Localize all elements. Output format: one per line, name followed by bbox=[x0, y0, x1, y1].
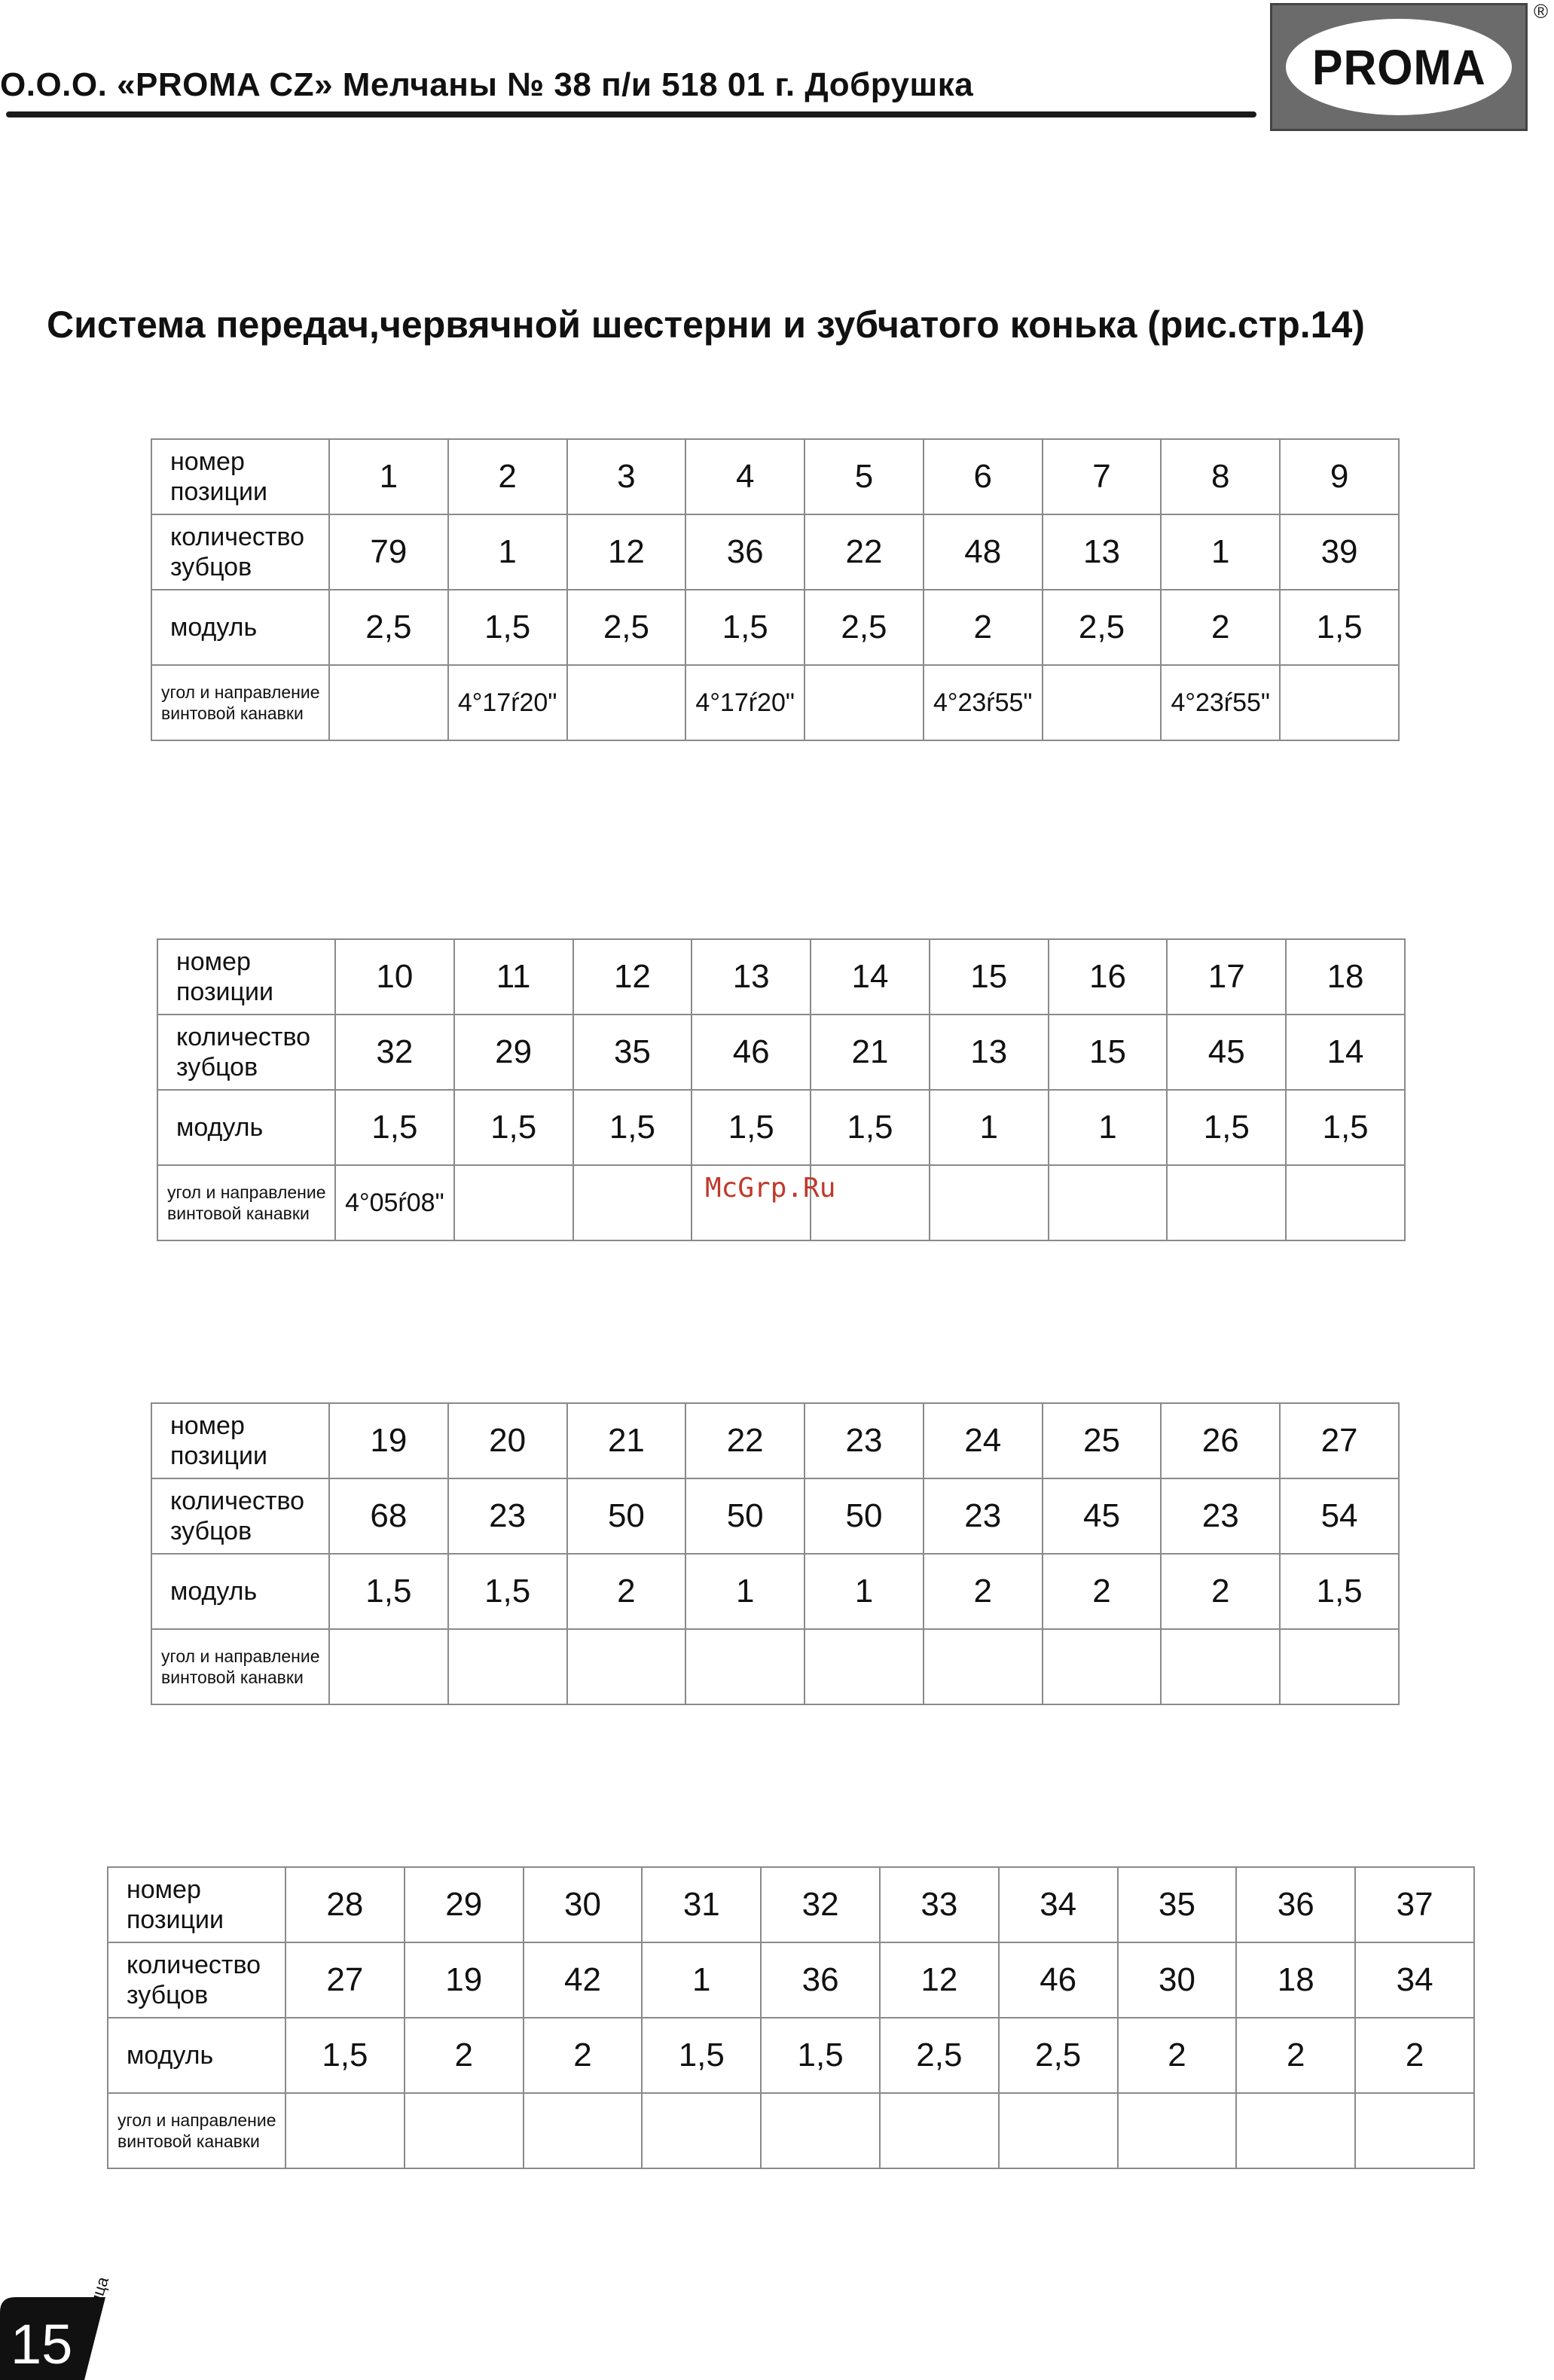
table-cell bbox=[1280, 1629, 1399, 1704]
table-cell: 1 bbox=[804, 1554, 924, 1629]
table-cell: 1,5 bbox=[573, 1090, 692, 1165]
angle-row bbox=[151, 665, 1399, 740]
page-word: страница bbox=[72, 2274, 113, 2348]
table-cell: 4°23ŕ55" bbox=[1161, 665, 1280, 740]
table-cell: 25 bbox=[1043, 1403, 1162, 1478]
table-cell: 1,5 bbox=[285, 2018, 405, 2093]
table-cell: 24 bbox=[924, 1403, 1043, 1478]
table-cell: 2,5 bbox=[804, 590, 924, 665]
table-cell: 21 bbox=[811, 1015, 930, 1090]
table-cell: 30 bbox=[1118, 1942, 1237, 2018]
table-cell bbox=[1355, 2093, 1474, 2168]
table-cell: 2,5 bbox=[567, 590, 686, 665]
table-cell: 45 bbox=[1167, 1015, 1286, 1090]
table-cell bbox=[567, 665, 686, 740]
table-cell: 4°17ŕ20" bbox=[685, 665, 804, 740]
table-cell: 1 bbox=[930, 1090, 1049, 1165]
table-cell: 23 bbox=[924, 1478, 1043, 1554]
table-cell bbox=[1286, 1165, 1405, 1240]
table-cell bbox=[454, 1165, 573, 1240]
table-cell: 1,5 bbox=[1286, 1090, 1405, 1165]
table-cell: 1 bbox=[329, 439, 448, 514]
table-cell: 4°23ŕ55" bbox=[924, 665, 1043, 740]
table-cell: 2,5 bbox=[1043, 590, 1162, 665]
table-cell: 42 bbox=[524, 1942, 643, 2018]
row-label: номер позиции bbox=[108, 1867, 285, 1942]
gear-table-3 bbox=[151, 1402, 1400, 1705]
table-cell: 11 bbox=[454, 939, 573, 1015]
table-cell bbox=[685, 1629, 804, 1704]
table-cell: 10 bbox=[335, 939, 454, 1015]
table-cell: 1,5 bbox=[454, 1090, 573, 1165]
table-cell: 21 bbox=[567, 1403, 686, 1478]
table-cell: 2,5 bbox=[999, 2018, 1118, 2093]
table-cell: 18 bbox=[1236, 1942, 1355, 2018]
table-cell: 1 bbox=[1049, 1090, 1168, 1165]
teeth-row bbox=[151, 1478, 1399, 1554]
row-label: модуль bbox=[157, 1090, 335, 1165]
table-cell: 48 bbox=[924, 514, 1043, 590]
table-cell: 36 bbox=[761, 1942, 880, 2018]
table-cell bbox=[1043, 1629, 1162, 1704]
table-cell: 33 bbox=[880, 1867, 999, 1942]
table-cell: 1,5 bbox=[335, 1090, 454, 1165]
table-cell: 2 bbox=[924, 1554, 1043, 1629]
table-cell bbox=[573, 1165, 692, 1240]
position-row bbox=[151, 1403, 1399, 1478]
table-cell: 50 bbox=[804, 1478, 924, 1554]
table-cell: 2 bbox=[524, 2018, 643, 2093]
table-cell: 12 bbox=[567, 514, 686, 590]
table-cell: 2 bbox=[567, 1554, 686, 1629]
table-cell bbox=[642, 2093, 761, 2168]
table-cell: 45 bbox=[1043, 1478, 1162, 1554]
table-cell: 17 bbox=[1167, 939, 1286, 1015]
proma-logo bbox=[1270, 3, 1528, 131]
table-cell bbox=[1161, 1629, 1280, 1704]
row-label: номер позиции bbox=[151, 439, 329, 514]
table-cell: 79 bbox=[329, 514, 448, 590]
gear-table-4 bbox=[107, 1866, 1475, 2169]
table-cell: 32 bbox=[761, 1867, 880, 1942]
table-cell: 2 bbox=[1355, 2018, 1474, 2093]
table-cell: 2,5 bbox=[329, 590, 448, 665]
row-label: модуль bbox=[151, 590, 329, 665]
table-cell bbox=[329, 665, 448, 740]
registered-mark: ® bbox=[1534, 0, 1549, 23]
module-row bbox=[151, 590, 1399, 665]
table-cell: 2 bbox=[924, 590, 1043, 665]
row-label: модуль bbox=[151, 1554, 329, 1629]
company-header: О.О.О. «PROMA CZ» Мелчаны № 38 п/и 518 01 г. Добрушка bbox=[0, 66, 974, 103]
table-cell: 22 bbox=[804, 514, 924, 590]
table-cell: 1,5 bbox=[692, 1090, 811, 1165]
table-cell bbox=[1280, 665, 1399, 740]
table-cell: 8 bbox=[1161, 439, 1280, 514]
row-label: количество зубцов bbox=[151, 1478, 329, 1554]
table-cell: 7 bbox=[1043, 439, 1162, 514]
table-cell: 46 bbox=[692, 1015, 811, 1090]
table-cell bbox=[285, 2093, 405, 2168]
table-cell: 35 bbox=[573, 1015, 692, 1090]
table-cell: 1 bbox=[685, 1554, 804, 1629]
table-cell: 15 bbox=[930, 939, 1049, 1015]
table-cell: 1,5 bbox=[1280, 1554, 1399, 1629]
table-cell: 34 bbox=[1355, 1942, 1474, 2018]
table-cell: 1,5 bbox=[811, 1090, 930, 1165]
table-cell: 68 bbox=[329, 1478, 448, 1554]
row-label: номер позиции bbox=[151, 1403, 329, 1478]
position-row bbox=[151, 439, 1399, 514]
logo-text: PROMA bbox=[1311, 39, 1486, 95]
table-cell bbox=[1118, 2093, 1237, 2168]
table-cell: 27 bbox=[1280, 1403, 1399, 1478]
table-cell bbox=[405, 2093, 524, 2168]
page-number: 15 bbox=[11, 2313, 73, 2375]
table-cell: 37 bbox=[1355, 1867, 1474, 1942]
table-cell: 5 bbox=[804, 439, 924, 514]
table-cell: 2 bbox=[1161, 1554, 1280, 1629]
table-cell bbox=[1049, 1165, 1168, 1240]
table-cell: 31 bbox=[642, 1867, 761, 1942]
header-divider bbox=[6, 111, 1256, 117]
table-cell: 16 bbox=[1049, 939, 1168, 1015]
table-cell: 1,5 bbox=[1167, 1090, 1286, 1165]
row-label: количество зубцов bbox=[108, 1942, 285, 2018]
table-cell: 19 bbox=[405, 1942, 524, 2018]
angle-row bbox=[151, 1629, 1399, 1704]
table-cell: 39 bbox=[1280, 514, 1399, 590]
table-cell: 50 bbox=[685, 1478, 804, 1554]
table-cell: 1 bbox=[448, 514, 567, 590]
table-cell: 32 bbox=[335, 1015, 454, 1090]
gear-table-1 bbox=[151, 438, 1400, 741]
table-cell: 1 bbox=[642, 1942, 761, 2018]
table-cell: 19 bbox=[329, 1403, 448, 1478]
table-cell: 35 bbox=[1118, 1867, 1237, 1942]
table-cell: 34 bbox=[999, 1867, 1118, 1942]
table-cell bbox=[524, 2093, 643, 2168]
table-cell bbox=[567, 1629, 686, 1704]
table-cell: 13 bbox=[930, 1015, 1049, 1090]
table-cell: 23 bbox=[804, 1403, 924, 1478]
table-cell: 9 bbox=[1280, 439, 1399, 514]
watermark-text: McGrp.Ru bbox=[705, 1173, 836, 1204]
logo-oval bbox=[1286, 19, 1512, 115]
table-cell: 12 bbox=[880, 1942, 999, 2018]
table-cell: 29 bbox=[405, 1867, 524, 1942]
table-cell bbox=[999, 2093, 1118, 2168]
row-label: номер позиции bbox=[157, 939, 335, 1015]
table-cell: 15 bbox=[1049, 1015, 1168, 1090]
table-cell bbox=[804, 665, 924, 740]
table-cell bbox=[761, 2093, 880, 2168]
table-cell: 29 bbox=[454, 1015, 573, 1090]
table-cell: 2 bbox=[448, 439, 567, 514]
table-cell: 4°17ŕ20" bbox=[448, 665, 567, 740]
angle-row bbox=[108, 2093, 1474, 2168]
table-cell: 26 bbox=[1161, 1403, 1280, 1478]
module-row bbox=[108, 2018, 1474, 2093]
table-cell: 27 bbox=[285, 1942, 405, 2018]
table-cell bbox=[880, 2093, 999, 2168]
table-cell: 50 bbox=[567, 1478, 686, 1554]
table-cell: 6 bbox=[924, 439, 1043, 514]
table-cell: 4°05ŕ08" bbox=[335, 1165, 454, 1240]
table-cell: 18 bbox=[1286, 939, 1405, 1015]
table-cell: 23 bbox=[1161, 1478, 1280, 1554]
module-row bbox=[157, 1090, 1405, 1165]
table-cell: 54 bbox=[1280, 1478, 1399, 1554]
row-label: количество зубцов bbox=[151, 514, 329, 590]
position-row bbox=[108, 1867, 1474, 1942]
table-cell: 36 bbox=[685, 514, 804, 590]
table-cell: 23 bbox=[448, 1478, 567, 1554]
row-label: угол и направление винтовой канавки bbox=[151, 1629, 329, 1704]
table-cell: 2 bbox=[1043, 1554, 1162, 1629]
teeth-row bbox=[151, 514, 1399, 590]
table-cell: 4 bbox=[685, 439, 804, 514]
table-cell bbox=[804, 1629, 924, 1704]
table-cell: 1,5 bbox=[685, 590, 804, 665]
table-cell: 28 bbox=[285, 1867, 405, 1942]
table-cell: 1,5 bbox=[448, 590, 567, 665]
table-cell: 1,5 bbox=[761, 2018, 880, 2093]
table-cell bbox=[329, 1629, 448, 1704]
table-cell: 2,5 bbox=[880, 2018, 999, 2093]
table-cell: 1,5 bbox=[642, 2018, 761, 2093]
table-cell: 14 bbox=[811, 939, 930, 1015]
table-cell: 36 bbox=[1236, 1867, 1355, 1942]
module-row bbox=[151, 1554, 1399, 1629]
table-cell: 3 bbox=[567, 439, 686, 514]
row-label: количество зубцов bbox=[157, 1015, 335, 1090]
row-label: угол и направление винтовой канавки bbox=[151, 665, 329, 740]
table-cell bbox=[1043, 665, 1162, 740]
table-cell: 22 bbox=[685, 1403, 804, 1478]
table-cell: 13 bbox=[1043, 514, 1162, 590]
row-label: угол и направление винтовой канавки bbox=[157, 1165, 335, 1240]
table-cell: 2 bbox=[1236, 2018, 1355, 2093]
table-cell bbox=[930, 1165, 1049, 1240]
teeth-row bbox=[108, 1942, 1474, 2018]
page-title: Система передач,червячной шестерни и зубчатого конька (рис.стр.14) bbox=[47, 304, 1365, 346]
table-cell: 2 bbox=[405, 2018, 524, 2093]
table-cell bbox=[448, 1629, 567, 1704]
table-cell: 2 bbox=[1118, 2018, 1237, 2093]
row-label: угол и направление винтовой канавки bbox=[108, 2093, 285, 2168]
table-cell: 13 bbox=[692, 939, 811, 1015]
table-cell bbox=[1167, 1165, 1286, 1240]
table-cell: 1,5 bbox=[448, 1554, 567, 1629]
table-cell: 1,5 bbox=[329, 1554, 448, 1629]
row-label: модуль bbox=[108, 2018, 285, 2093]
table-cell bbox=[924, 1629, 1043, 1704]
table-cell: 20 bbox=[448, 1403, 567, 1478]
position-row bbox=[157, 939, 1405, 1015]
table-cell bbox=[1236, 2093, 1355, 2168]
table-cell: 1,5 bbox=[1280, 590, 1399, 665]
table-cell: 2 bbox=[1161, 590, 1280, 665]
teeth-row bbox=[157, 1015, 1405, 1090]
table-cell: 30 bbox=[524, 1867, 643, 1942]
table-cell: 1 bbox=[1161, 514, 1280, 590]
table-cell: 14 bbox=[1286, 1015, 1405, 1090]
table-cell: 12 bbox=[573, 939, 692, 1015]
table-cell: 46 bbox=[999, 1942, 1118, 2018]
